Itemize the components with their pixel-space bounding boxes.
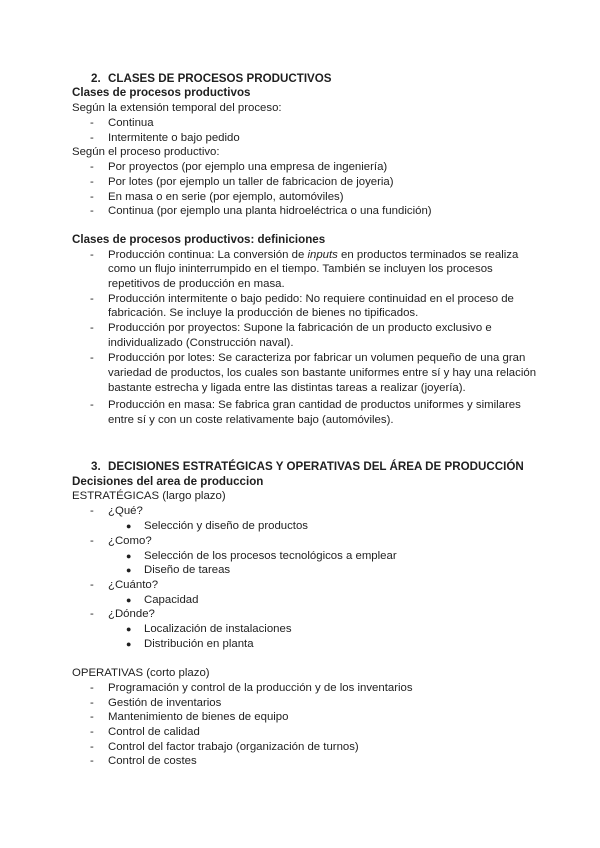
list-item: Gestión de inventarios [108, 697, 222, 709]
question-what: ¿Qué? [108, 505, 143, 517]
definition-text: fabricación. Se incluye la producción de bienes no tipificados. [108, 307, 419, 319]
dash-icon: - [90, 682, 94, 694]
definition-text [108, 248, 518, 262]
question-how-much: ¿Cuánto? [108, 579, 159, 591]
list-item: Continua [108, 117, 154, 129]
section-3-number: 3. [91, 460, 101, 473]
section-3-subheading: Decisiones del area de produccion [72, 475, 264, 488]
list-item: Diseño de tareas [144, 564, 231, 576]
list-item: Control de calidad [108, 726, 200, 738]
process-label: Según el proceso productivo: [72, 146, 220, 158]
section-2-heading: CLASES DE PROCESOS PRODUCTIVOS [108, 72, 332, 85]
dash-icon: - [90, 352, 94, 364]
list-item: Distribución en planta [144, 638, 254, 650]
dash-icon: - [90, 608, 94, 620]
list-item: Control del factor trabajo (organización de turnos) [108, 741, 359, 753]
dash-icon: - [90, 191, 94, 203]
list-item: Selección y diseño de productos [144, 520, 309, 532]
list-item: Por lotes (por ejemplo un taller de fabricacion de joyeria) [108, 176, 394, 188]
bullet-icon: ● [126, 595, 132, 605]
list-item: Selección de los procesos tecnológicos a emplear [144, 550, 397, 562]
definition-text: Producción por proyectos: Supone la fabricación de un producto exclusivo e [108, 322, 492, 334]
operative-label: OPERATIVAS (corto plazo) [72, 667, 210, 679]
section-3-heading: DECISIONES ESTRATÉGICAS Y OPERATIVAS DEL ÁREA DE PRODUCCIÓN [108, 460, 524, 473]
dash-icon: - [90, 755, 94, 767]
list-item: Intermitente o bajo pedido [108, 132, 240, 144]
definition-text: repetitivos de producción en masa. [108, 278, 285, 290]
dash-icon: - [90, 205, 94, 217]
dash-icon: - [90, 161, 94, 173]
definition-text: Producción en masa: Se fabrica gran cantidad de productos uniformes y similares [108, 399, 521, 411]
definition-text: bastante estrecha y ligada entre las distintas tareas a realizar (joyería). [108, 382, 466, 394]
definition-text: como un flujo ininterrumpido en el tiempo. También se incluyen los procesos [108, 263, 493, 275]
list-item: Mantenimiento de bienes de equipo [108, 711, 289, 723]
bullet-icon: ● [126, 551, 132, 561]
list-item: Continua (por ejemplo una planta hidroeléctrica o una fundición) [108, 205, 432, 217]
dash-icon: - [90, 741, 94, 753]
definition-text: individualizado (Construcción naval). [108, 337, 294, 349]
list-item: Capacidad [144, 594, 199, 606]
definition-text-part: Producción continua: La conversión de [108, 249, 308, 261]
list-item: Programación y control de la producción y de los inventarios [108, 682, 413, 694]
temporal-label: Según la extensión temporal del proceso: [72, 102, 282, 114]
definitions-subheading: Clases de procesos productivos: definiciones [72, 233, 326, 246]
dash-icon: - [90, 249, 94, 261]
bullet-icon: ● [126, 565, 132, 575]
section-2-subheading: Clases de procesos productivos [72, 86, 251, 99]
definition-text-part: en productos terminados se realiza [337, 249, 519, 261]
definition-text: Producción por lotes: Se caracteriza por fabricar un volumen pequeño de una gran [108, 352, 526, 364]
dash-icon: - [90, 322, 94, 334]
bullet-icon: ● [126, 521, 132, 531]
definition-emphasis: inputs [307, 249, 338, 261]
dash-icon: - [90, 176, 94, 188]
dash-icon: - [90, 293, 94, 305]
dash-icon: - [90, 697, 94, 709]
dash-icon: - [90, 399, 94, 411]
dash-icon: - [90, 711, 94, 723]
question-where: ¿Dónde? [108, 608, 155, 620]
list-item: Localización de instalaciones [144, 623, 292, 635]
bullet-icon: ● [126, 624, 132, 634]
strategic-label: ESTRATÉGICAS (largo plazo) [72, 490, 226, 502]
dash-icon: - [90, 726, 94, 738]
question-how: ¿Como? [108, 535, 152, 547]
dash-icon: - [90, 535, 94, 547]
dash-icon: - [90, 505, 94, 517]
definition-text: entre sí y con un coste relativamente bajo (automóviles). [108, 414, 394, 426]
dash-icon: - [90, 132, 94, 144]
dash-icon: - [90, 579, 94, 591]
list-item: Por proyectos (por ejemplo una empresa de ingeniería) [108, 161, 388, 173]
dash-icon: - [90, 117, 94, 129]
section-2-number: 2. [91, 72, 101, 85]
definition-text: variedad de productos, los cuales son bastante uniformes entre sí y hay una relación [108, 367, 537, 379]
list-item: Control de costes [108, 755, 197, 767]
definition-text: Producción intermitente o bajo pedido: No requiere continuidad en el proceso de [108, 293, 514, 305]
bullet-icon: ● [126, 639, 132, 649]
list-item: En masa o en serie (por ejemplo, automóviles) [108, 191, 344, 203]
